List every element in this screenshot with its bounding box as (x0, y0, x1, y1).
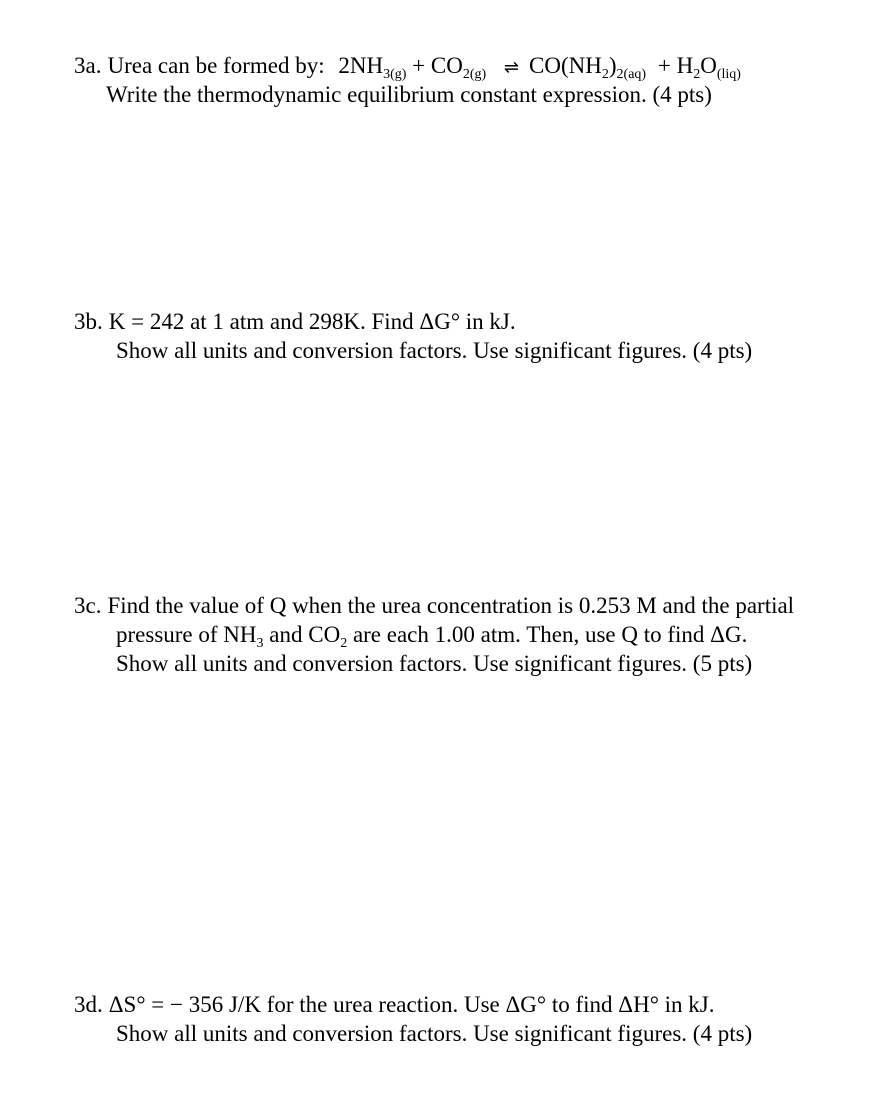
question-text: ΔS° = − 356 J/K for the urea reaction. Use ΔG° to find ΔH° in kJ. (108, 992, 715, 1017)
question-text: K = 242 at 1 atm and 298K. Find ΔG° in kJ. (108, 309, 516, 334)
question-text: Find the value of Q when the urea concentration is 0.253 M and the partial (107, 593, 795, 618)
reactant-ammonia: 2NH (338, 53, 384, 78)
text-segment: and CO (263, 622, 341, 647)
subscript: 3 (256, 636, 264, 651)
question-3b-line-1 (74, 307, 516, 336)
plus-sign: + (412, 53, 426, 78)
product-urea: CO(NH (529, 53, 602, 78)
question-number: 3a. (74, 53, 102, 78)
subscript: 2(aq) (616, 67, 647, 82)
question-3d-line-1 (74, 990, 714, 1019)
question-number: 3b. (74, 309, 103, 334)
question-3c-line-2 (116, 620, 747, 649)
question-3d-line-2: Show all units and conversion factors. Use significant figures. (4 pts) (116, 1021, 753, 1046)
text-segment: are each 1.00 atm. Then, use Q to find ΔG. (347, 622, 748, 647)
question-3c-line-1 (74, 591, 794, 620)
product-water-oxygen: O (700, 53, 717, 78)
subscript: 2 (601, 67, 609, 82)
question-3a-line-2: Write the thermodynamic equilibrium constant expression. (4 pts) (106, 82, 712, 107)
question-number: 3d. (74, 992, 103, 1017)
question-3c-line-3: Show all units and conversion factors. Use significant figures. (5 pts) (116, 651, 753, 676)
plus-sign: + (657, 53, 671, 78)
subscript: (liq) (716, 67, 741, 82)
question-3a-line-1 (74, 51, 741, 82)
chemical-equation (338, 53, 741, 82)
subscript: 2 (340, 636, 348, 651)
product-water: H (676, 53, 694, 78)
subscript: 3(g) (383, 67, 407, 82)
product-urea-close: ) (608, 53, 617, 78)
subscript: 2(g) (462, 67, 487, 82)
subscript: 2 (693, 67, 701, 82)
question-number: 3c. (74, 593, 102, 618)
text-segment: pressure of NH (116, 622, 257, 647)
reactant-carbon-dioxide: CO (430, 53, 463, 78)
question-3b-line-2: Show all units and conversion factors. Use significant figures. (4 pts) (116, 338, 753, 363)
question-intro: Urea can be formed by: (107, 53, 325, 78)
equilibrium-arrow-icon: ⇌ (503, 57, 520, 78)
